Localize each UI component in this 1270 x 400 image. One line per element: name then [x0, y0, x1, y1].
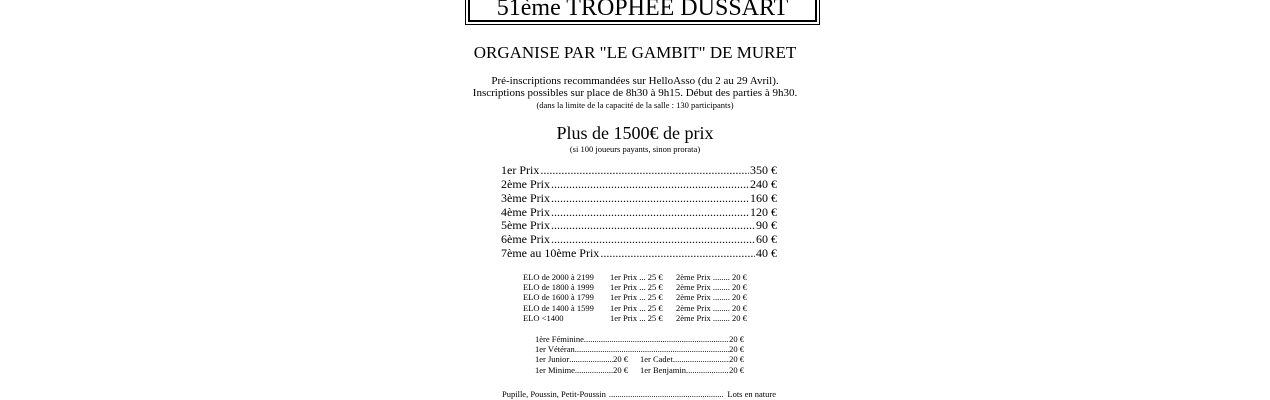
prize-row: 1er Prix ..... 350 € — [501, 163, 777, 177]
title-frame — [465, 0, 820, 25]
onsite-registration-info: Inscriptions possibles sur place de 8h30 à 9h15. Début des parties à 9h30. — [472, 87, 798, 99]
elo-second-prize: 2ème Prix ........ 20 € — [676, 282, 747, 292]
preregistration-info: Pré-inscriptions recommandées sur HelloAsso (du 2 au 29 Avril). — [491, 75, 779, 87]
organizer-line: ORGANISE PAR "LE GAMBIT" DE MURET — [473, 43, 797, 62]
elo-first-prize: 1er Prix ... 25 € — [610, 313, 663, 323]
prize-row: 2ème Prix ..... 240 € — [501, 177, 777, 191]
veteran-prize: 1er Vétéran ..... 20 € — [535, 344, 744, 354]
prize-row: 7ème au 10ème Prix ..... 40 € — [501, 246, 777, 260]
elo-first-prize: 1er Prix ... 25 € — [610, 303, 663, 313]
elo-first-prize: 1er Prix ... 25 € — [610, 272, 663, 282]
elo-range: ELO de 1400 à 1599 — [523, 303, 594, 313]
capacity-note: (dans la limite de la capacité de la salle : 130 participants) — [536, 100, 734, 110]
minime-prize: 1er Minime ..... 20 € — [535, 365, 628, 375]
junior-prize: 1er Junior ..... 20 € — [535, 354, 628, 364]
elo-second-prize: 2ème Prix ........ 20 € — [676, 313, 747, 323]
page-title: 51ème TROPHEE DUSSART — [468, 0, 817, 22]
elo-range: ELO de 2000 à 2199 — [523, 272, 594, 282]
elo-second-prize: 2ème Prix ........ 20 € — [676, 272, 747, 282]
elo-range: ELO de 1600 à 1799 — [523, 292, 594, 302]
elo-second-prize: 2ème Prix ........ 20 € — [676, 292, 747, 302]
prize-row: 3ème Prix ..... 160 € — [501, 191, 777, 205]
prizes-title: Plus de 1500€ de prix — [556, 123, 714, 143]
cadet-prize: 1er Cadet ..... 20 € — [640, 354, 744, 364]
prize-row: 4ème Prix ..... 120 € — [501, 205, 777, 219]
elo-second-prize: 2ème Prix ........ 20 € — [676, 303, 747, 313]
prize-row: 6ème Prix ..... 60 € — [501, 232, 777, 246]
prize-row: 5ème Prix ..... 90 € — [501, 218, 777, 232]
elo-first-prize: 1er Prix ... 25 € — [610, 282, 663, 292]
youth-prize: Pupille, Poussin, Petit-Poussin ..... Lots en nature — [502, 389, 776, 399]
prizes-note: (si 100 joueurs payants, sinon prorata) — [569, 144, 701, 154]
elo-range: ELO de 1800 à 1999 — [523, 282, 594, 292]
elo-range: ELO <1400 — [523, 313, 564, 323]
feminine-prize: 1ère Féminine ..... 20 € — [535, 334, 744, 344]
elo-first-prize: 1er Prix ... 25 € — [610, 292, 663, 302]
benjamin-prize: 1er Benjamin ..... 20 € — [640, 365, 744, 375]
